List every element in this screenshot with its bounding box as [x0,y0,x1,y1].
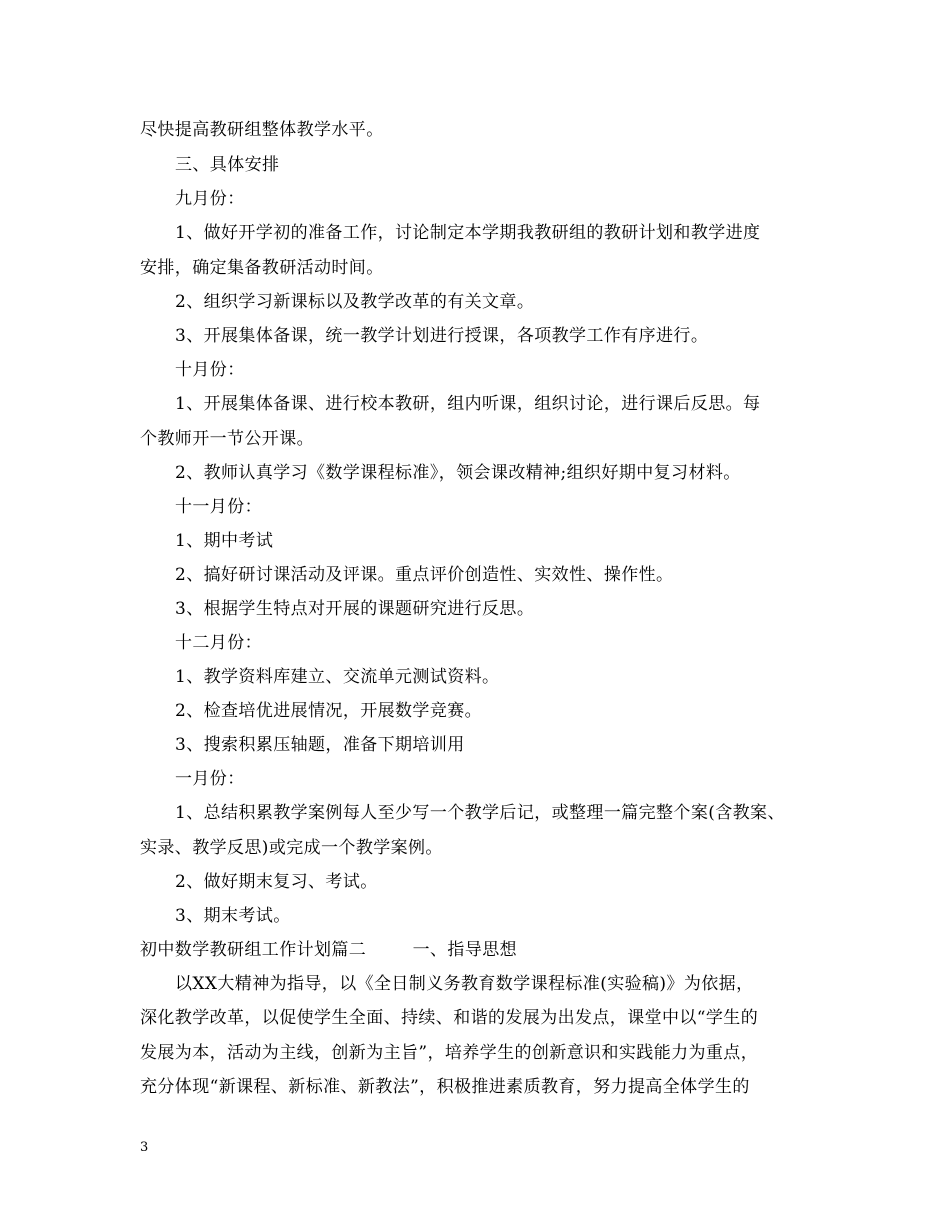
paragraph-line: 实录、教学反思)或完成一个教学案例。 [140,838,443,858]
list-item: 1、开展集体备课、进行校本教研，组内听课，组织讨论，进行课后反思。每 [175,394,761,414]
list-item: 2、教师认真学习《数学课程标准》，领会课改精神;组织好期中复习材料。 [175,463,741,483]
paragraph-line: 以XX大精神为指导，以《全日制义务教育数学课程标准(实验稿)》为依据， [175,974,754,994]
month-heading: 十月份： [175,360,245,380]
list-item: 3、搜索积累压轴题，准备下期培训用 [175,735,465,755]
list-item: 1、期中考试 [175,531,274,551]
list-item: 3、开展集体备课，统一教学计划进行授课，各项教学工作有序进行。 [175,326,709,346]
list-item: 1、做好开学初的准备工作，讨论制定本学期我教研组的教研计划和教学进度 [175,223,761,243]
paragraph-line: 深化教学改革，以促使学生全面、持续、和谐的发展为出发点，课堂中以“学生的 [140,1008,759,1028]
paragraph-line: 尽快提高教研组整体教学水平。 [140,120,384,140]
month-heading: 十二月份： [175,633,262,653]
paragraph-line: 发展为本，活动为主线，创新为主旨”，培养学生的创新意识和实践能力为重点， [140,1043,759,1063]
section-title: 初中数学教研组工作计划篇二 一、指导思想 [140,940,518,960]
paragraph-line: 安排，确定集备教研活动时间。 [140,258,384,278]
list-item: 3、期末考试。 [175,906,291,926]
list-item: 3、根据学生特点对开展的课题研究进行反思。 [175,599,535,619]
paragraph-line: 充分体现“新课程、新标准、新教法”，积极推进素质教育，努力提高全体学生的 [140,1077,750,1097]
list-item: 1、总结积累教学案例每人至少写一个教学后记，或整理一篇完整个案(含教案、 [175,803,785,823]
month-heading: 一月份： [175,769,245,789]
month-heading: 十一月份： [175,497,262,517]
section-heading: 三、具体安排 [175,155,280,175]
list-item: 2、检查培优进展情况，开展数学竞赛。 [175,701,483,721]
list-item: 1、教学资料库建立、交流单元测试资料。 [175,667,500,687]
list-item: 2、做好期末复习、考试。 [175,872,378,892]
list-item: 2、组织学习新课标以及教学改革的有关文章。 [175,292,535,312]
paragraph-line: 个教师开一节公开课。 [140,429,314,449]
page-number: 3 [140,1140,149,1155]
list-item: 2、搞好研讨课活动及评课。重点评价创造性、实效性、操作性。 [175,565,674,585]
month-heading: 九月份： [175,189,245,209]
